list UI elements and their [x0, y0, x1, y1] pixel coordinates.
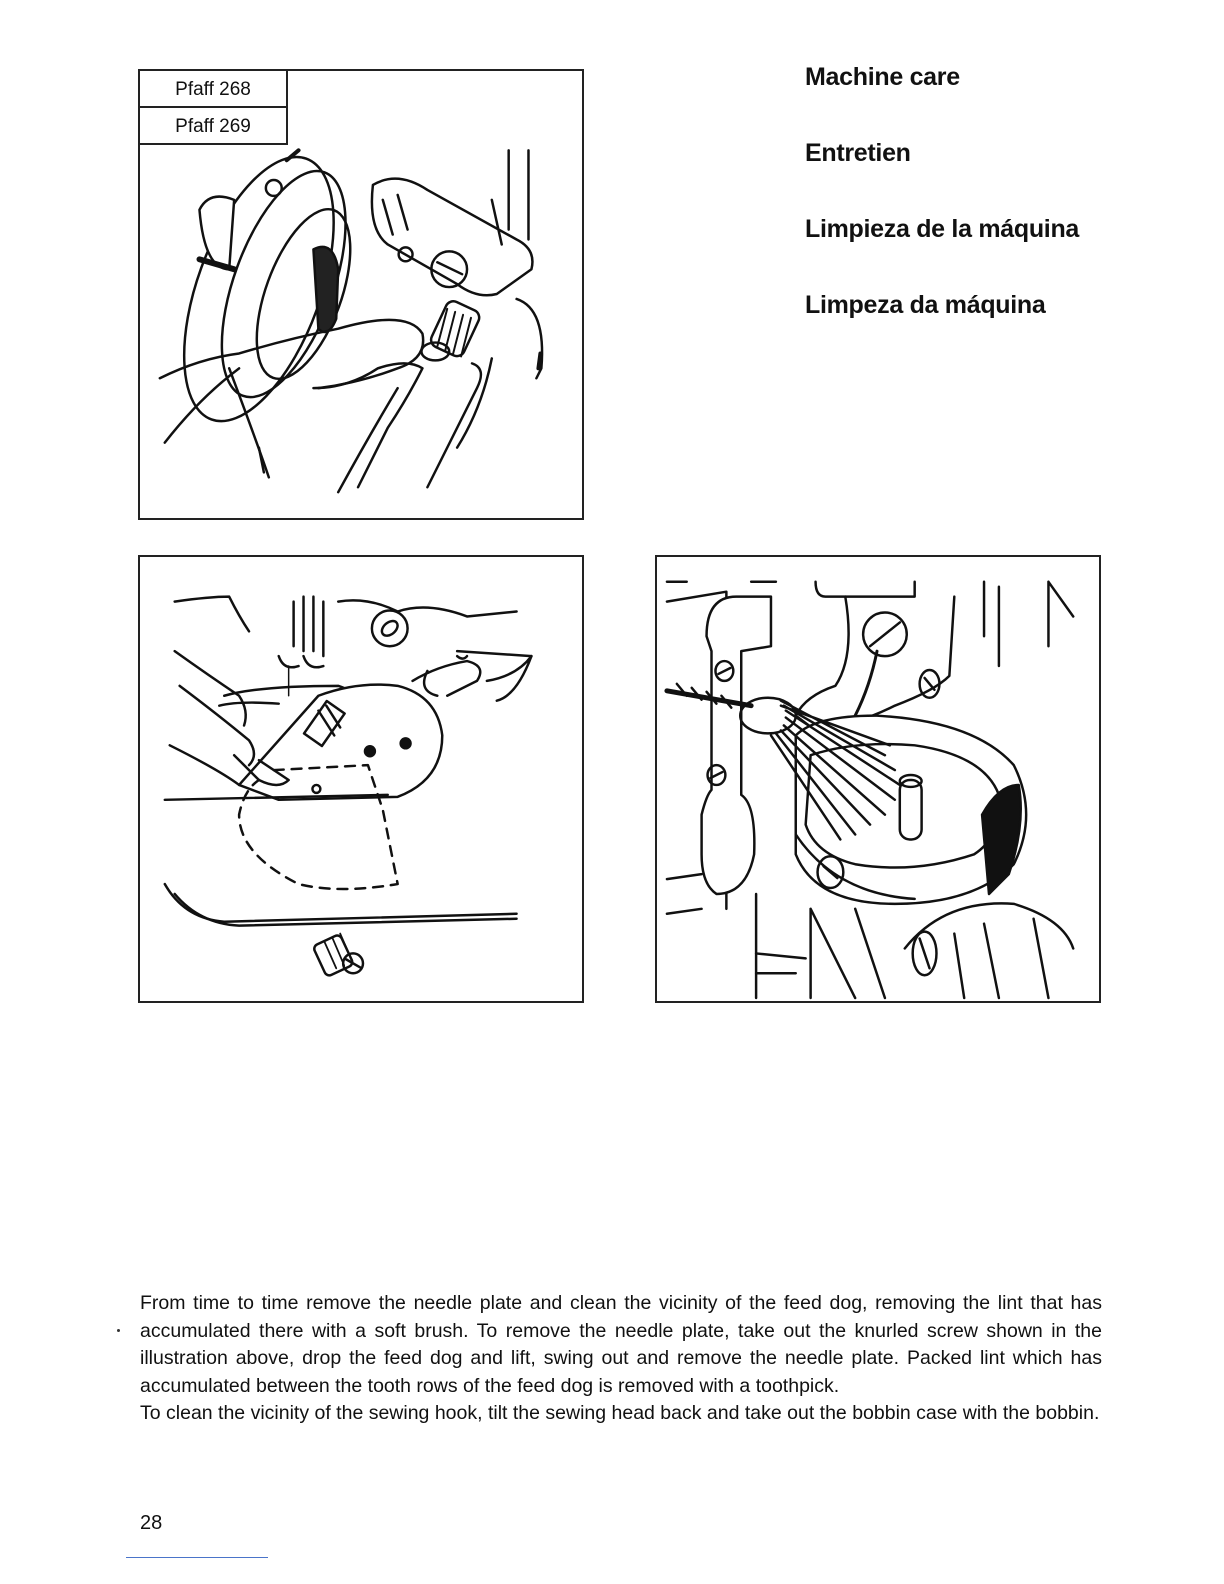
model-label-table	[140, 71, 288, 145]
bobbin-case-removal-illustration	[138, 69, 584, 520]
needle-plate-removal-illustration	[138, 555, 584, 1003]
stray-dot	[117, 1329, 120, 1332]
heading-french: Entretien	[805, 139, 911, 167]
heading-english: Machine care	[805, 63, 960, 91]
instructions-paragraph-1: From time to time remove the needle plate and clean the vicinity of the feed dog, removing the lint that has accumulated there with a soft brush. To remove the needle plate, take out the knurled screw shown in the illustration above, drop the feed dog and lift, swing out and remove the needle plate. Packed lint which has accumulated between the tooth rows of the feed dog is removed with a toothpick.	[140, 1292, 1102, 1397]
heading-portuguese: Limpeza da máquina	[805, 291, 1046, 319]
sewing-hook-cleaning-illustration	[655, 555, 1101, 1003]
instructions-paragraph-2: To clean the vicinity of the sewing hook, tilt the sewing head back and take out the bobbin case with the bobbin.	[140, 1402, 1100, 1424]
heading-spanish: Limpieza de la máquina	[805, 215, 1080, 243]
page-number: 28	[140, 1512, 163, 1534]
sewing-hook-drawing	[657, 557, 1099, 1001]
multilingual-headings	[805, 58, 1185, 362]
needle-plate-drawing	[140, 557, 582, 1001]
instructions-text	[140, 1290, 1102, 1428]
model-label-269: Pfaff 269	[140, 108, 288, 145]
model-label-268: Pfaff 268	[140, 71, 288, 108]
footer-rule	[126, 1557, 268, 1558]
